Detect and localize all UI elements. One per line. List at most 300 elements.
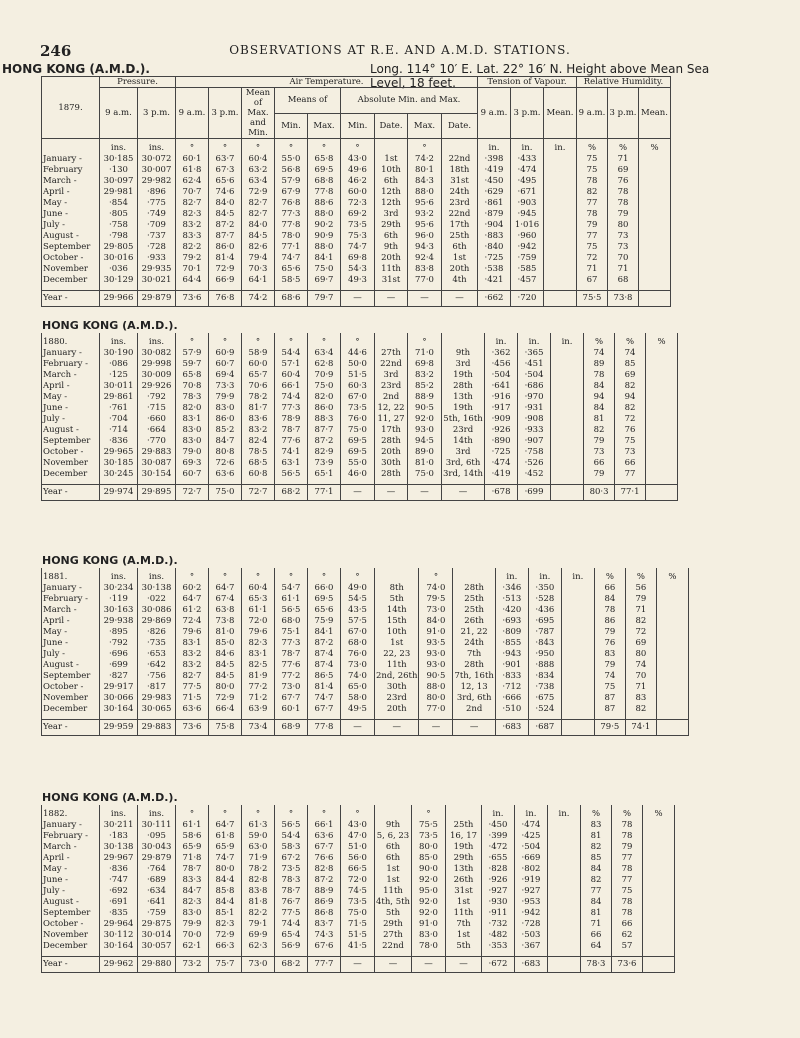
table-cell — [551, 469, 584, 485]
table-cell: 79 — [584, 436, 615, 447]
year-total-cell: 75·8 — [209, 720, 242, 736]
table-cell: ·669 — [515, 853, 548, 864]
table-cell: 60·1 — [176, 154, 209, 165]
table-cell: 1st — [446, 930, 482, 941]
table-cell: ·022 — [138, 594, 176, 605]
table-cell: 71·0 — [408, 348, 442, 359]
month-label: December — [42, 941, 100, 957]
table-cell: ·798 — [100, 231, 138, 242]
table-cell: 70 — [625, 671, 656, 682]
table-cell: 83·2 — [176, 220, 209, 231]
table-cell: 30th — [375, 682, 419, 693]
table-cell — [544, 220, 577, 231]
unit-label — [442, 139, 478, 155]
table-cell: ·737 — [138, 231, 176, 242]
table-cell: 63·4 — [308, 348, 341, 359]
table-cell: 83·6 — [242, 414, 275, 425]
table-cell: 75·5 — [412, 820, 446, 831]
table-cell: 5th — [446, 941, 482, 957]
table-cell: 30·072 — [138, 154, 176, 165]
table-cell: ·953 — [515, 897, 548, 908]
year-total-cell: 73·0 — [242, 957, 275, 973]
unit-label: ° — [341, 568, 375, 583]
table-cell: ·119 — [100, 594, 138, 605]
month-label: January - — [42, 154, 100, 165]
table-cell: ·436 — [528, 605, 561, 616]
table-cell: 66·1 — [275, 381, 308, 392]
table-cell: 30·163 — [100, 605, 138, 616]
table-row — [42, 425, 678, 436]
table-cell: 58·3 — [275, 842, 308, 853]
table-cell — [551, 348, 584, 359]
table-cell: 68·0 — [275, 616, 308, 627]
table-cell: 80·0 — [209, 682, 242, 693]
table-row — [42, 627, 689, 638]
table-cell: 78 — [608, 198, 639, 209]
table-cell: ·836 — [100, 864, 138, 875]
observations-table-2 — [41, 568, 689, 736]
table-cell: 76·7 — [275, 897, 308, 908]
column-header: Date. — [442, 113, 478, 139]
section-title: HONG KONG (A.M.D.). — [42, 791, 178, 804]
column-header: 9 a.m. — [577, 88, 608, 139]
table-cell: ·510 — [495, 704, 528, 720]
table-cell: ·709 — [138, 220, 176, 231]
column-header: Mean. — [639, 88, 671, 139]
table-cell: 74·2 — [408, 154, 442, 165]
table-cell: 71·5 — [341, 919, 375, 930]
table-cell: 87·2 — [308, 638, 341, 649]
year-total-cell: — — [408, 291, 442, 307]
table-cell: ·350 — [528, 583, 561, 594]
table-cell: ·689 — [138, 875, 176, 886]
table-cell — [656, 671, 688, 682]
column-header: Pressure. — [100, 77, 176, 88]
table-cell: 3rd — [375, 209, 408, 220]
table-cell: 66 — [615, 458, 646, 469]
column-header: 9 a.m. — [100, 88, 138, 139]
table-row — [42, 693, 689, 704]
table-cell: 78·3 — [275, 875, 308, 886]
table-cell: ·895 — [100, 627, 138, 638]
table-cell: 77 — [612, 853, 643, 864]
table-cell: ·738 — [528, 682, 561, 693]
table-cell: 93·5 — [419, 638, 453, 649]
table-cell: 24th — [442, 187, 478, 198]
table-cell: ·183 — [100, 831, 138, 842]
table-row — [42, 682, 689, 693]
table-cell: 64·7 — [209, 820, 242, 831]
table-cell: 49·6 — [341, 165, 375, 176]
table-cell: 73·8 — [209, 616, 242, 627]
table-cell: 51·5 — [341, 370, 375, 381]
year-total-cell — [656, 720, 688, 736]
table-cell — [551, 436, 584, 447]
table-cell: 75·3 — [341, 231, 375, 242]
table-cell: ·095 — [138, 831, 176, 842]
table-cell: 78 — [612, 897, 643, 908]
table-cell: 86·9 — [308, 897, 341, 908]
year-total-cell: ·683 — [515, 957, 548, 973]
year-total-cell: 75·5 — [577, 291, 608, 307]
table-cell: ·792 — [138, 392, 176, 403]
table-cell: 84·1 — [308, 253, 341, 264]
table-cell: ·365 — [518, 348, 551, 359]
table-cell: 94 — [615, 392, 646, 403]
table-cell: 77·3 — [275, 209, 308, 220]
table-cell: 87·4 — [308, 649, 341, 660]
table-cell — [643, 820, 675, 831]
table-cell: 76 — [608, 176, 639, 187]
table-cell: ·704 — [100, 414, 138, 425]
table-cell: ·629 — [478, 187, 511, 198]
table-cell — [639, 264, 671, 275]
table-cell: 30·011 — [100, 381, 138, 392]
unit-label: ° — [308, 805, 341, 820]
month-label: April - — [42, 616, 100, 627]
month-label: May - — [42, 627, 100, 638]
year-total-cell: — — [412, 957, 446, 973]
table-cell: ·641 — [485, 381, 518, 392]
year-total-cell: 72·7 — [242, 485, 275, 501]
table-cell: 75·0 — [341, 425, 375, 436]
table-cell — [643, 897, 675, 908]
table-cell: 63·2 — [242, 165, 275, 176]
table-cell: 73 — [608, 231, 639, 242]
table-cell: 1st — [375, 875, 412, 886]
year-total-cell: — — [408, 485, 442, 501]
table-row — [42, 264, 671, 275]
month-label: February - — [42, 831, 100, 842]
table-cell: ·362 — [485, 348, 518, 359]
table-cell: 74·3 — [308, 930, 341, 941]
table-cell: 55·0 — [275, 154, 308, 165]
table-cell: ·931 — [518, 403, 551, 414]
table-cell: 83·2 — [176, 660, 209, 671]
table-cell: 67·7 — [308, 842, 341, 853]
table-cell: 74·1 — [275, 447, 308, 458]
table-cell — [561, 693, 594, 704]
table-cell: ·421 — [478, 275, 511, 291]
table-cell: 71·8 — [176, 853, 209, 864]
month-label: May - — [42, 198, 100, 209]
table-cell: ·482 — [482, 930, 515, 941]
table-cell: 63·4 — [242, 176, 275, 187]
year-total-cell — [548, 957, 581, 973]
table-cell: 83·8 — [242, 886, 275, 897]
table-cell: 29·917 — [100, 682, 138, 693]
table-cell: 30·007 — [138, 165, 176, 176]
table-cell: 44·6 — [341, 348, 375, 359]
table-cell: ·827 — [100, 671, 138, 682]
month-label: July - — [42, 220, 100, 231]
table-cell: 76 — [615, 425, 646, 436]
table-cell — [656, 627, 688, 638]
table-cell: 72 — [577, 253, 608, 264]
month-label: August - — [42, 231, 100, 242]
table-cell: ·526 — [518, 458, 551, 469]
table-row — [42, 458, 678, 469]
unit-label: % — [656, 568, 688, 583]
table-cell: 30·066 — [100, 693, 138, 704]
table-cell: ·728 — [515, 919, 548, 930]
table-cell: 63·7 — [209, 154, 242, 165]
table-cell — [548, 941, 581, 957]
column-header: 1879. — [42, 77, 100, 139]
table-cell — [656, 583, 688, 594]
unit-label: ° — [242, 139, 275, 155]
table-row — [42, 187, 671, 198]
table-cell: 85·8 — [209, 886, 242, 897]
month-label: December — [42, 704, 100, 720]
table-cell: 80·0 — [412, 842, 446, 853]
table-cell: 83·0 — [176, 908, 209, 919]
table-cell: 70·3 — [242, 264, 275, 275]
table-cell: 77 — [615, 469, 646, 485]
year-total-cell: — — [453, 720, 495, 736]
year-total-cell: 73·8 — [608, 291, 639, 307]
table-cell — [544, 275, 577, 291]
table-cell: 78·3 — [176, 392, 209, 403]
table-cell: 82·4 — [242, 436, 275, 447]
table-cell: 73·3 — [209, 381, 242, 392]
table-cell — [551, 458, 584, 469]
table-cell: 79 — [577, 220, 608, 231]
table-cell: 82 — [577, 187, 608, 198]
table-cell: ·419 — [478, 165, 511, 176]
table-cell: 69·7 — [308, 275, 341, 291]
table-cell: 65·8 — [308, 154, 341, 165]
table-cell: 70·7 — [176, 187, 209, 198]
table-cell: ·747 — [100, 875, 138, 886]
table-cell: 29th — [375, 919, 412, 930]
table-cell: ·660 — [138, 414, 176, 425]
table-cell: 90·5 — [408, 403, 442, 414]
table-cell: 82·2 — [176, 242, 209, 253]
year-total-row — [42, 720, 689, 736]
table-cell: 57·5 — [341, 616, 375, 627]
table-cell: 82·8 — [308, 864, 341, 875]
table-cell: 88·3 — [308, 414, 341, 425]
table-cell: ·699 — [100, 660, 138, 671]
table-cell: 77 — [577, 198, 608, 209]
table-cell — [544, 198, 577, 209]
table-cell: 2nd, 26th — [376, 671, 418, 681]
month-label: February — [42, 165, 100, 176]
table-cell: 29·982 — [138, 176, 176, 187]
table-cell: 25th — [453, 594, 495, 605]
table-cell: 56·0 — [341, 853, 375, 864]
table-row — [42, 649, 689, 660]
table-cell: 87·7 — [209, 231, 242, 242]
table-cell: 86 — [594, 616, 625, 627]
year-total-cell: 29·959 — [100, 720, 138, 736]
table-cell: 84·0 — [242, 220, 275, 231]
unit-label — [375, 805, 412, 820]
table-row — [42, 209, 671, 220]
table-cell — [551, 447, 584, 458]
table-cell: 72·0 — [242, 616, 275, 627]
table-cell: ·474 — [511, 165, 544, 176]
table-cell: 3rd, 6th — [453, 693, 495, 704]
unit-label: ° — [209, 333, 242, 348]
table-cell: 89·0 — [408, 447, 442, 458]
table-cell: 13th — [446, 864, 482, 875]
table-cell — [551, 381, 584, 392]
year-total-label: Year - — [42, 720, 100, 736]
table-cell: 6th — [375, 853, 412, 864]
unit-label: ° — [176, 568, 209, 583]
table-cell: 54·3 — [341, 264, 375, 275]
table-cell: 3rd — [442, 447, 485, 458]
table-cell — [643, 886, 675, 897]
table-cell: 63·6 — [209, 469, 242, 485]
table-cell: 10th — [375, 627, 419, 638]
table-cell: ·933 — [518, 425, 551, 436]
table-cell: 72 — [615, 414, 646, 425]
table-row — [42, 165, 671, 176]
table-cell: 30·086 — [138, 605, 176, 616]
table-cell: 56 — [625, 583, 656, 594]
table-cell: ·691 — [100, 897, 138, 908]
table-cell — [544, 242, 577, 253]
unit-label: ° — [308, 139, 341, 155]
section-title: HONG KONG (A.M.D.). — [42, 319, 178, 332]
unit-label: % — [594, 568, 625, 583]
month-label: March - — [42, 370, 100, 381]
table-cell: 67·0 — [341, 627, 375, 638]
table-cell: ·926 — [482, 875, 515, 886]
table-cell: ·775 — [138, 198, 176, 209]
year-total-cell — [646, 485, 678, 501]
table-cell — [561, 583, 594, 594]
year-total-cell: 29·879 — [138, 291, 176, 307]
table-cell: 81·4 — [209, 253, 242, 264]
table-cell: 30·021 — [138, 275, 176, 291]
table-cell: 17th — [375, 425, 408, 436]
year-total-cell: ·678 — [485, 485, 518, 501]
table-cell: 67·6 — [308, 941, 341, 957]
unit-label: ° — [275, 139, 308, 155]
table-cell: 77·3 — [275, 403, 308, 414]
table-cell: 64 — [581, 941, 612, 957]
table-cell: ·919 — [515, 875, 548, 886]
unit-label: in. — [528, 568, 561, 583]
unit-label: ° — [419, 568, 453, 583]
table-cell: 65·3 — [242, 594, 275, 605]
table-cell: 63·1 — [275, 458, 308, 469]
table-row — [42, 671, 689, 682]
table-cell: 73·0 — [419, 605, 453, 616]
table-cell: 79 — [594, 660, 625, 671]
table-cell: 12th — [375, 198, 408, 209]
table-row — [42, 154, 671, 165]
table-cell: 77 — [581, 886, 612, 897]
table-cell: 83·8 — [408, 264, 442, 275]
table-cell: 82·0 — [308, 392, 341, 403]
table-cell: ·904 — [478, 220, 511, 231]
table-cell: 74·4 — [275, 392, 308, 403]
table-cell — [646, 447, 678, 458]
month-label: April - — [42, 381, 100, 392]
table-cell: 85·2 — [408, 381, 442, 392]
unit-label: ins. — [138, 805, 176, 820]
year-total-cell: 74·1 — [625, 720, 656, 736]
table-cell: 28th — [453, 583, 495, 594]
table-cell — [548, 908, 581, 919]
table-cell: 78·0 — [412, 941, 446, 957]
table-cell: 43·0 — [341, 154, 375, 165]
table-cell — [656, 594, 688, 605]
year-total-cell — [551, 485, 584, 501]
table-cell: 71·2 — [242, 693, 275, 704]
table-cell: 22nd — [442, 154, 478, 165]
table-row — [42, 231, 671, 242]
table-cell: 62·3 — [242, 941, 275, 957]
table-cell: 83·3 — [176, 875, 209, 886]
table-cell: 68·5 — [242, 458, 275, 469]
table-row — [42, 930, 675, 941]
year-total-cell: 29·962 — [100, 957, 138, 973]
table-cell: 30·245 — [100, 469, 138, 485]
table-cell: 49·3 — [341, 275, 375, 291]
year-total-cell: 77·1 — [308, 485, 341, 501]
year-total-cell: 29·880 — [138, 957, 176, 973]
year-total-cell — [643, 957, 675, 973]
table-cell: 60·7 — [176, 469, 209, 485]
year-total-label: Year - — [42, 485, 100, 501]
table-cell — [551, 425, 584, 436]
table-cell: 83·1 — [176, 414, 209, 425]
table-cell: 88·0 — [419, 682, 453, 693]
year-total-cell: ·720 — [511, 291, 544, 307]
table-cell: 51·5 — [341, 930, 375, 941]
table-cell: ·970 — [518, 392, 551, 403]
unit-label: % — [625, 568, 656, 583]
table-cell: 74·6 — [209, 187, 242, 198]
table-cell: 73·0 — [275, 682, 308, 693]
table-cell: ·926 — [485, 425, 518, 436]
unit-label — [453, 568, 495, 583]
table-cell: 78 — [584, 370, 615, 381]
table-cell: 75 — [612, 886, 643, 897]
table-row — [42, 370, 678, 381]
table-cell: 57 — [612, 941, 643, 957]
table-cell: 43·0 — [341, 820, 375, 831]
table-cell: 15th — [375, 616, 419, 627]
table-row — [42, 242, 671, 253]
column-header: 3 p.m. — [511, 88, 544, 139]
table-cell — [643, 831, 675, 842]
table-cell: 81·7 — [242, 403, 275, 414]
table-cell: 56·5 — [275, 605, 308, 616]
month-label: March - — [42, 842, 100, 853]
unit-label: ° — [308, 568, 341, 583]
table-cell: 68·8 — [308, 176, 341, 187]
table-cell: 62·4 — [176, 176, 209, 187]
table-cell: 69·8 — [408, 359, 442, 370]
table-row — [42, 853, 675, 864]
table-cell: 3rd — [442, 359, 485, 370]
table-cell: 82·3 — [242, 638, 275, 649]
table-cell: 66 — [594, 583, 625, 594]
table-cell: 29·875 — [138, 919, 176, 930]
table-cell: 10th — [375, 165, 408, 176]
table-cell: 83·1 — [242, 649, 275, 660]
table-cell: 82·2 — [242, 908, 275, 919]
table-cell: 62·8 — [308, 359, 341, 370]
table-cell: 78 — [612, 831, 643, 842]
